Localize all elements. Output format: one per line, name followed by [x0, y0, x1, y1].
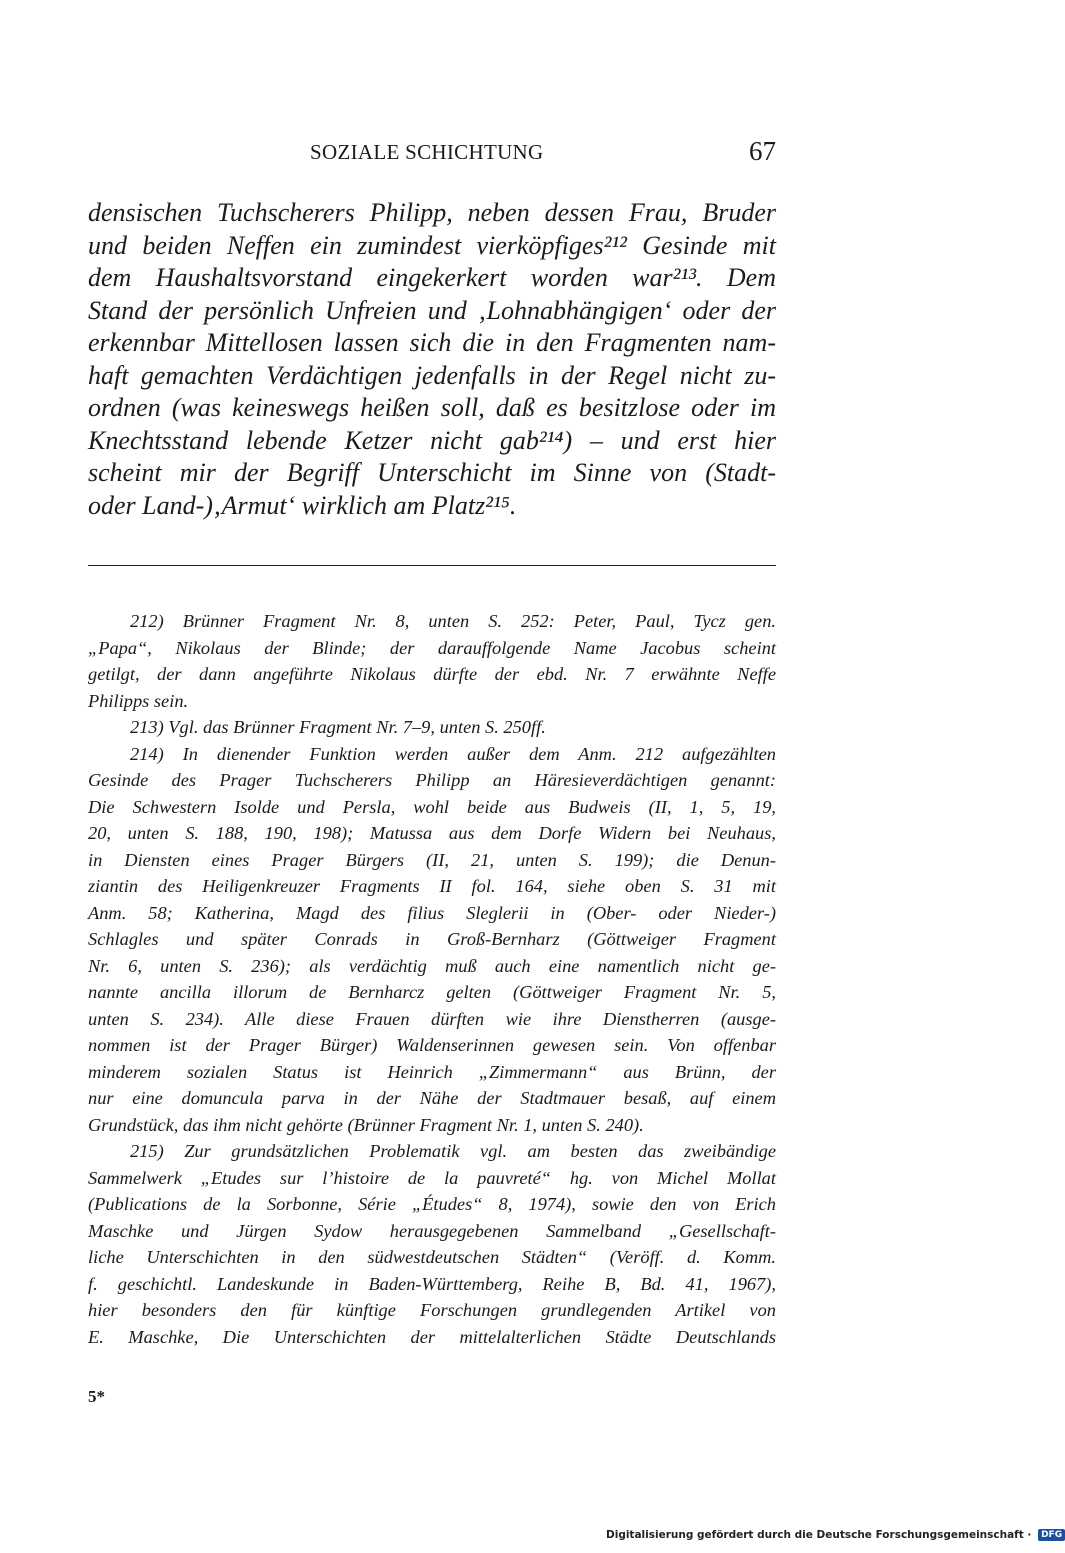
footnote-line: nannte ancilla illorum de Bernharcz gelten (Göttweiger Fragment Nr. 5,	[88, 982, 776, 1002]
body-line: ordnen (was keineswegs heißen soll, daß es besitzlose oder im	[88, 393, 776, 422]
body-line: densischen Tuchscherers Philipp, neben dessen Frau, Bruder	[88, 198, 776, 227]
running-head	[88, 136, 776, 170]
footnote-line: 214) In dienender Funktion werden außer dem Anm. 212 aufgezählten	[130, 743, 776, 764]
footnote-line: E. Maschke, Die Unterschichten der mittelalterlichen Städte Deutschlands	[88, 1326, 776, 1347]
footnote-line: (Publications de la Sorbonne, Série „Études“ 8, 1974), sowie den von Erich	[88, 1194, 776, 1214]
dfg-logo-icon: DFG	[1038, 1529, 1065, 1541]
page-number: 67	[749, 136, 776, 166]
footnote-line: liche Unterschichten in den südwestdeutschen Städten“ (Veröff. d. Komm.	[88, 1247, 776, 1267]
footnote-line: ziantin des Heiligenkreuzer Fragments II fol. 164, siehe oben S. 31 mit	[88, 876, 776, 896]
footnote-line: Gesinde des Prager Tuchscherers Philipp an Häresieverdächtigen genannt:	[88, 770, 776, 790]
footnotes	[88, 608, 776, 1350]
footnote-line: Nr. 6, unten S. 236); als verdächtig muß auch eine namentlich nicht ge-	[88, 955, 776, 976]
body-line: erkennbar Mittellosen lassen sich die in den Fragmenten nam-	[88, 328, 776, 357]
footnote-line: „Papa“, Nikolaus der Blinde; der darauffolgende Name Jacobus scheint	[88, 637, 776, 658]
footnote-line: hier besonders den für künftige Forschungen grundlegenden Artikel von	[88, 1300, 776, 1320]
footnote-line: Grundstück, das ihm nicht gehörte (Brünner Fragment Nr. 1, unten S. 240).	[88, 1114, 644, 1135]
body-line: oder Land-)‚Armut‘ wirklich am Platz²¹⁵.	[88, 490, 517, 520]
digitization-credit	[606, 1529, 1065, 1541]
footnote-line: Schlagles und später Conrads in Groß-Bernharz (Göttweiger Fragment	[88, 929, 776, 949]
footnote-line: Maschke und Jürgen Sydow herausgegebenen Sammelband „Gesellschaft-	[88, 1220, 776, 1241]
credit-text: Digitalisierung gefördert durch die Deutsche Forschungsgemeinschaft ·	[606, 1529, 1032, 1541]
footnote-line: 215) Zur grundsätzlichen Problematik vgl. am besten das zweibändige	[130, 1141, 776, 1161]
footnote-line: Philipps sein.	[88, 690, 189, 711]
footnote-line: 20, unten S. 188, 190, 198); Matussa aus dem Dorfe Widern bei Neuhaus,	[88, 823, 776, 843]
body-line: und beiden Neffen ein zumindest vierköpfiges²¹² Gesinde mit	[88, 230, 776, 260]
footnote-line: nommen ist der Prager Bürger) Waldenserinnen gewesen sein. Von offenbar	[88, 1035, 776, 1055]
footnote-line: Anm. 58; Katherina, Magd des filius Sleglerii in (Ober- oder Nieder-)	[88, 902, 776, 923]
footnote-line: nur eine domuncula parva in der Nähe der Stadtmauer besaß, auf einem	[88, 1088, 776, 1108]
footnote-separator	[88, 565, 776, 566]
footnote-line: 212) Brünner Fragment Nr. 8, unten S. 252: Peter, Paul, Tycz gen.	[130, 611, 776, 631]
footnote-line: Sammelwerk „Etudes sur l’histoire de la pauvreté“ hg. von Michel Mollat	[88, 1167, 776, 1188]
body-line: Knechtsstand lebende Ketzer nicht gab²¹⁴) – und erst hier	[88, 425, 776, 455]
signature-mark: 5*	[88, 1387, 105, 1406]
running-title: SOZIALE SCHICHTUNG	[310, 140, 544, 164]
footnote-line: Die Schwestern Isolde und Persla, wohl beide aus Budweis (II, 1, 5, 19,	[88, 796, 776, 817]
body-text	[88, 197, 776, 522]
footnote-line: minderem sozialen Status ist Heinrich „Zimmermann“ aus Brünn, der	[88, 1061, 776, 1082]
body-line: scheint mir der Begriff Unterschicht im Sinne von (Stadt-	[88, 458, 776, 487]
footnote-line: getilgt, der dann angeführte Nikolaus dürfte der ebd. Nr. 7 erwähnte Neffe	[88, 664, 776, 684]
footnote-line: f. geschichtl. Landeskunde in Baden-Württemberg, Reihe B, Bd. 41, 1967),	[88, 1273, 776, 1294]
body-line: Stand der persönlich Unfreien und ‚Lohnabhängigen‘ oder der	[88, 295, 776, 325]
footnote-line: 213) Vgl. das Brünner Fragment Nr. 7–9, unten S. 250ff.	[130, 717, 546, 737]
body-line: haft gemachten Verdächtigen jedenfalls in der Regel nicht zu-	[88, 360, 776, 390]
footnote-line: unten S. 234). Alle diese Frauen dürften wie ihre Dienstherren (ausge-	[88, 1008, 776, 1029]
footnote-line: in Diensten eines Prager Bürgers (II, 21, unten S. 199); die Denun-	[88, 849, 776, 870]
body-line: dem Haushaltsvorstand eingekerkert worden war²¹³. Dem	[88, 263, 776, 292]
